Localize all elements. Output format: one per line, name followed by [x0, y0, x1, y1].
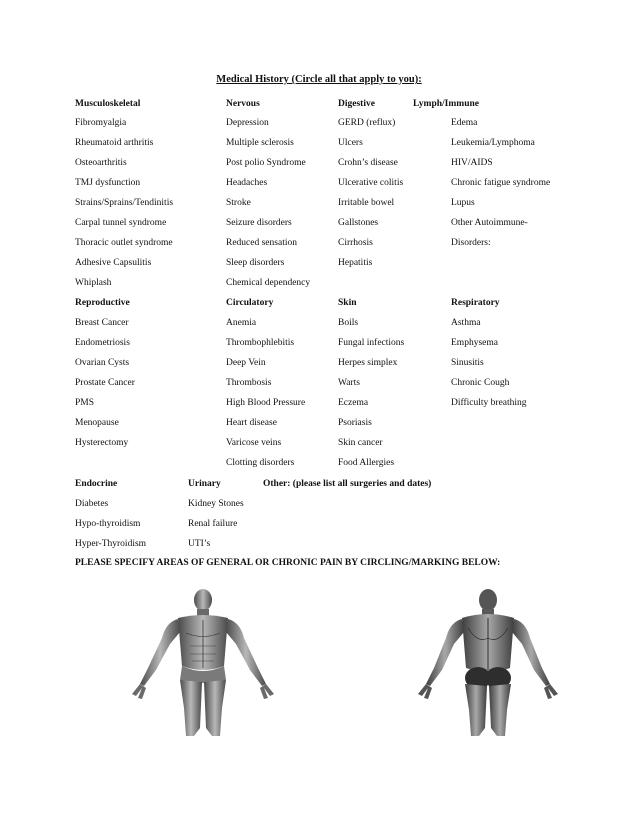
condition-item[interactable]: Hepatitis — [338, 258, 373, 268]
condition-item[interactable]: Clotting disorders — [226, 458, 295, 468]
condition-item[interactable]: Thoracic outlet syndrome — [75, 238, 173, 248]
condition-item[interactable]: Prostate Cancer — [75, 378, 135, 388]
condition-item[interactable]: Diabetes — [75, 499, 109, 509]
condition-item[interactable]: Irritable bowel — [338, 198, 395, 208]
condition-item[interactable]: Difficulty breathing — [451, 398, 527, 408]
condition-item[interactable]: Hyper-Thyroidism — [75, 539, 147, 549]
section-header-nervous: Nervous — [226, 99, 260, 109]
condition-item[interactable]: Thrombosis — [226, 378, 272, 388]
condition-item[interactable]: Chemical dependency — [226, 278, 311, 288]
condition-item[interactable]: Carpal tunnel syndrome — [75, 218, 167, 228]
condition-item[interactable]: Eczema — [338, 398, 369, 408]
condition-item[interactable]: Ulcers — [338, 138, 363, 148]
condition-item[interactable]: Crohn’s disease — [338, 158, 398, 168]
anatomy-front-illustration[interactable] — [108, 588, 298, 738]
section-header-circulatory: Circulatory — [226, 298, 274, 308]
body-diagram-back[interactable] — [398, 588, 578, 738]
condition-item[interactable]: Leukemia/Lymphoma — [451, 138, 535, 148]
section-header-digestive: Digestive — [338, 99, 375, 109]
condition-item[interactable]: TMJ dysfunction — [75, 178, 141, 188]
anatomy-back-illustration[interactable] — [398, 588, 578, 738]
condition-item[interactable]: Whiplash — [75, 278, 112, 288]
pain-instruction: PLEASE SPECIFY AREAS OF GENERAL OR CHRONIC PAIN BY CIRCLING/MARKING BELOW: — [75, 558, 501, 568]
condition-item[interactable]: HIV/AIDS — [451, 158, 493, 168]
section-header-musculoskeletal: Musculoskeletal — [75, 99, 141, 109]
section-header-endocrine: Endocrine — [75, 479, 118, 489]
condition-item[interactable]: Fibromyalgia — [75, 118, 127, 128]
condition-item[interactable]: GERD (reflux) — [338, 118, 396, 128]
condition-item[interactable]: Deep Vein — [226, 358, 266, 368]
section-header-respiratory: Respiratory — [451, 298, 500, 308]
condition-item[interactable]: Varicose veins — [226, 438, 282, 448]
condition-item[interactable]: Reduced sensation — [226, 238, 297, 248]
condition-item[interactable]: Chronic Cough — [451, 378, 510, 388]
condition-item[interactable]: Anemia — [226, 318, 257, 328]
condition-item[interactable]: Lupus — [451, 198, 475, 208]
condition-item[interactable]: Multiple sclerosis — [226, 138, 294, 148]
condition-item[interactable]: Stroke — [226, 198, 251, 208]
condition-item[interactable]: Depression — [226, 118, 269, 128]
condition-item[interactable]: Rheumatoid arthritis — [75, 138, 154, 148]
condition-item[interactable]: Skin cancer — [338, 438, 383, 448]
condition-item[interactable]: Warts — [338, 378, 360, 388]
condition-item[interactable]: Endometriosis — [75, 338, 130, 348]
form-title: Medical History (Circle all that apply to you): — [216, 74, 422, 85]
condition-item[interactable]: Headaches — [226, 178, 268, 188]
section-header-urinary: Urinary — [188, 479, 221, 489]
condition-item[interactable]: Chronic fatigue syndrome — [451, 178, 551, 188]
condition-item[interactable]: Strains/Sprains/Tendinitis — [75, 198, 174, 208]
condition-item[interactable]: Herpes simplex — [338, 358, 398, 368]
condition-item[interactable]: Ovarian Cysts — [75, 358, 130, 368]
condition-item[interactable]: Seizure disorders — [226, 218, 292, 228]
condition-item[interactable]: Sleep disorders — [226, 258, 285, 268]
condition-item[interactable]: PMS — [75, 398, 95, 408]
condition-item[interactable]: Edema — [451, 118, 478, 128]
condition-item[interactable]: High Blood Pressure — [226, 398, 306, 408]
condition-item[interactable]: Emphysema — [451, 338, 498, 348]
condition-item[interactable]: Ulcerative colitis — [338, 178, 404, 188]
condition-item[interactable]: Adhesive Capsulitis — [75, 258, 152, 268]
condition-item[interactable]: Cirrhosis — [338, 238, 373, 248]
body-diagram-front[interactable] — [108, 588, 298, 738]
condition-item[interactable]: Gallstones — [338, 218, 379, 228]
condition-item[interactable]: UTI’s — [188, 539, 211, 549]
condition-item[interactable]: Sinusitis — [451, 358, 484, 368]
condition-item[interactable]: Renal failure — [188, 519, 238, 529]
condition-item[interactable]: Food Allergies — [338, 458, 395, 468]
condition-item[interactable]: Hypo-thyroidism — [75, 519, 141, 529]
condition-item[interactable]: Fungal infections — [338, 338, 405, 348]
condition-item[interactable]: Thrombophlebitis — [226, 338, 295, 348]
condition-item[interactable]: Disorders: — [451, 238, 491, 248]
condition-item[interactable]: Breast Cancer — [75, 318, 129, 328]
section-header-other: Other: (please list all surgeries and dates) — [263, 479, 432, 489]
condition-item[interactable]: Other Autoimmune- — [451, 218, 528, 228]
condition-item[interactable]: Kidney Stones — [188, 499, 244, 509]
condition-item[interactable]: Osteoarthritis — [75, 158, 127, 168]
condition-item[interactable]: Post polio Syndrome — [226, 158, 306, 168]
condition-item[interactable]: Menopause — [75, 418, 119, 428]
condition-item[interactable]: Psoriasis — [338, 418, 372, 428]
condition-item[interactable]: Asthma — [451, 318, 481, 328]
section-header-reproductive: Reproductive — [75, 298, 130, 308]
condition-item[interactable]: Hysterectomy — [75, 438, 129, 448]
section-header-skin: Skin — [338, 298, 357, 308]
condition-item[interactable]: Heart disease — [226, 418, 277, 428]
section-header-lymph-immune: Lymph/Immune — [413, 99, 479, 109]
condition-item[interactable]: Boils — [338, 318, 359, 328]
